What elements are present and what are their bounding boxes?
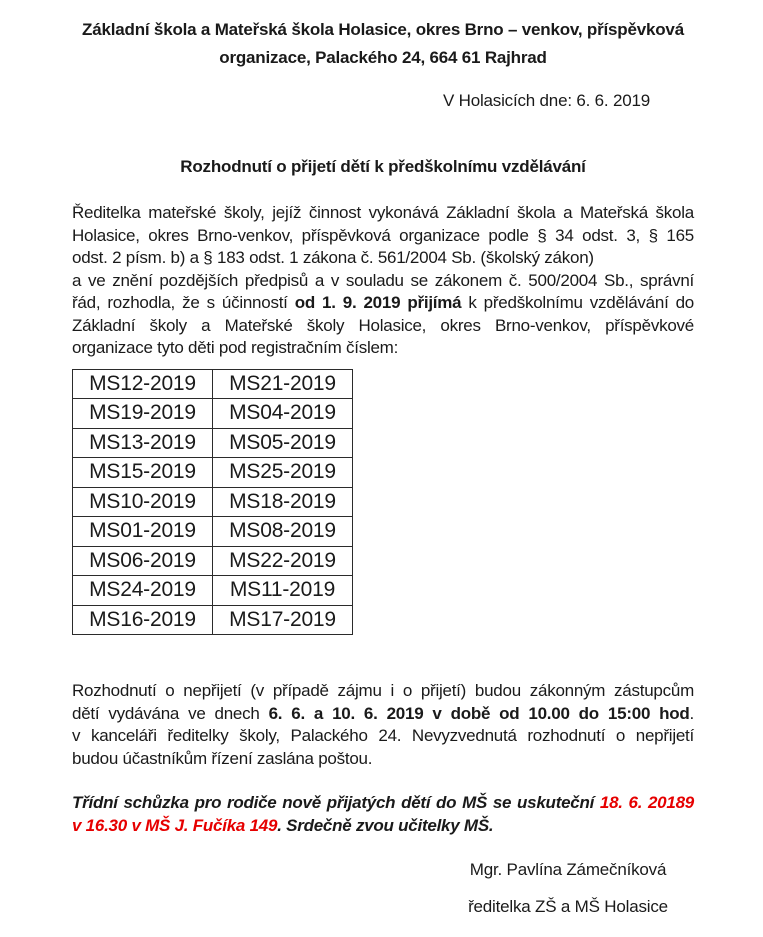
date-line: V Holasicích dne: 6. 6. 2019: [442, 91, 650, 110]
registration-table-body: [73, 369, 353, 635]
text-segment: odst. 2 písm. b) a § 183 odst. 1 zákona č. 561/2004 Sb. (školský zákon): [72, 248, 594, 267]
signature-block: [442, 859, 694, 918]
text-segment: Holasice, okres Brno-venkov, příspěvková organizace podle § 34 odst. 3, § 165: [72, 225, 694, 245]
table-row: [73, 428, 353, 458]
text-line: [72, 680, 694, 703]
table-row: [73, 458, 353, 488]
text-line: [72, 225, 694, 248]
table-row: [73, 546, 353, 576]
registration-number-cell: MS21-2019: [213, 369, 353, 399]
registration-number-cell: MS13-2019: [73, 428, 213, 458]
registration-number-cell: MS17-2019: [213, 605, 353, 635]
registration-number-cell: MS18-2019: [213, 487, 353, 517]
registration-number-cell: MS15-2019: [73, 458, 213, 488]
registration-number-cell: MS01-2019: [73, 517, 213, 547]
registration-number-cell: MS16-2019: [73, 605, 213, 635]
text-line: [72, 270, 694, 293]
text-line: [72, 725, 694, 748]
text-segment: budou účastníkům řízení zaslána poštou.: [72, 748, 373, 768]
registration-number-cell: MS04-2019: [213, 399, 353, 429]
registration-table: [72, 369, 353, 636]
registration-number-cell: MS05-2019: [213, 428, 353, 458]
text-segment: od 1. 9. 2019 přijímá: [294, 293, 462, 312]
table-row: [73, 487, 353, 517]
text-segment: a ve znění pozdějších předpisů a v souladu se zákonem č. 500/2004 Sb., správní: [72, 270, 694, 290]
intro-paragraph: [72, 202, 694, 360]
registration-number-cell: MS10-2019: [73, 487, 213, 517]
table-row: [73, 576, 353, 606]
text-segment: Rozhodnutí o nepřijetí (v případě zájmu i o přijetí) budou zákonným zástupcům: [72, 681, 694, 700]
table-row: [73, 517, 353, 547]
meeting-paragraph: [72, 792, 694, 837]
registration-number-cell: MS22-2019: [213, 546, 353, 576]
text-segment: .: [689, 703, 695, 723]
table-row: [73, 605, 353, 635]
school-header-line-2: organizace, Palackého 24, 664 61 Rajhrad: [219, 48, 547, 67]
text-segment: k předškolnímu vzdělávání do: [461, 293, 695, 312]
registration-number-cell: MS19-2019: [73, 399, 213, 429]
text-segment: dětí vydávána ve dnech: [72, 703, 269, 723]
text-segment: Třídní schůzka pro rodiče nově přijatých dětí do MŠ se uskuteční: [72, 793, 600, 812]
highlighted-text-segment: v 16.30 v MŠ J. Fučíka 149: [72, 815, 278, 835]
document-title: Rozhodnutí o přijetí dětí k předškolnímu vzdělávání: [180, 157, 586, 176]
text-segment: 6. 6. a 10. 6. 2019 v době od 10.00 do 15:00 hod: [268, 703, 690, 723]
text-segment: . Srdečně zvou učitelky MŠ.: [277, 815, 494, 835]
text-line: [72, 337, 694, 360]
school-header: [72, 16, 694, 72]
pickup-paragraph: [72, 680, 694, 770]
text-line: [72, 247, 694, 270]
registration-number-cell: MS12-2019: [73, 369, 213, 399]
text-segment: organizace tyto děti pod registračním číslem:: [72, 338, 399, 357]
text-segment: v kanceláři ředitelky školy, Palackého 24. Nevyzvednutá rozhodnutí o nepřijetí: [72, 726, 694, 745]
text-line: [72, 792, 694, 815]
text-segment: řád, rozhodla, že s účinností: [72, 293, 295, 312]
text-line: [72, 315, 694, 338]
text-line: [72, 815, 694, 838]
signature-role: ředitelka ZŠ a MŠ Holasice: [468, 897, 668, 916]
table-row: [73, 399, 353, 429]
registration-number-cell: MS06-2019: [73, 546, 213, 576]
text-line: [72, 202, 694, 225]
table-row: [73, 369, 353, 399]
highlighted-text-segment: 18. 6. 20189: [599, 793, 694, 812]
text-line: [72, 292, 694, 315]
school-header-line-1: Základní škola a Mateřská škola Holasice, okres Brno – venkov, příspěvková: [82, 20, 684, 39]
text-segment: Základní školy a Mateřské školy Holasice, okres Brno-venkov, příspěvkové: [72, 315, 694, 335]
registration-number-cell: MS11-2019: [213, 576, 353, 606]
text-segment: Ředitelka mateřské školy, jejíž činnost vykonává Základní škola a Mateřská škola: [72, 203, 694, 222]
registration-number-cell: MS25-2019: [213, 458, 353, 488]
text-line: [72, 703, 694, 726]
registration-number-cell: MS24-2019: [73, 576, 213, 606]
text-line: [72, 748, 694, 771]
registration-number-cell: MS08-2019: [213, 517, 353, 547]
signature-name: Mgr. Pavlína Zámečníková: [469, 860, 667, 879]
